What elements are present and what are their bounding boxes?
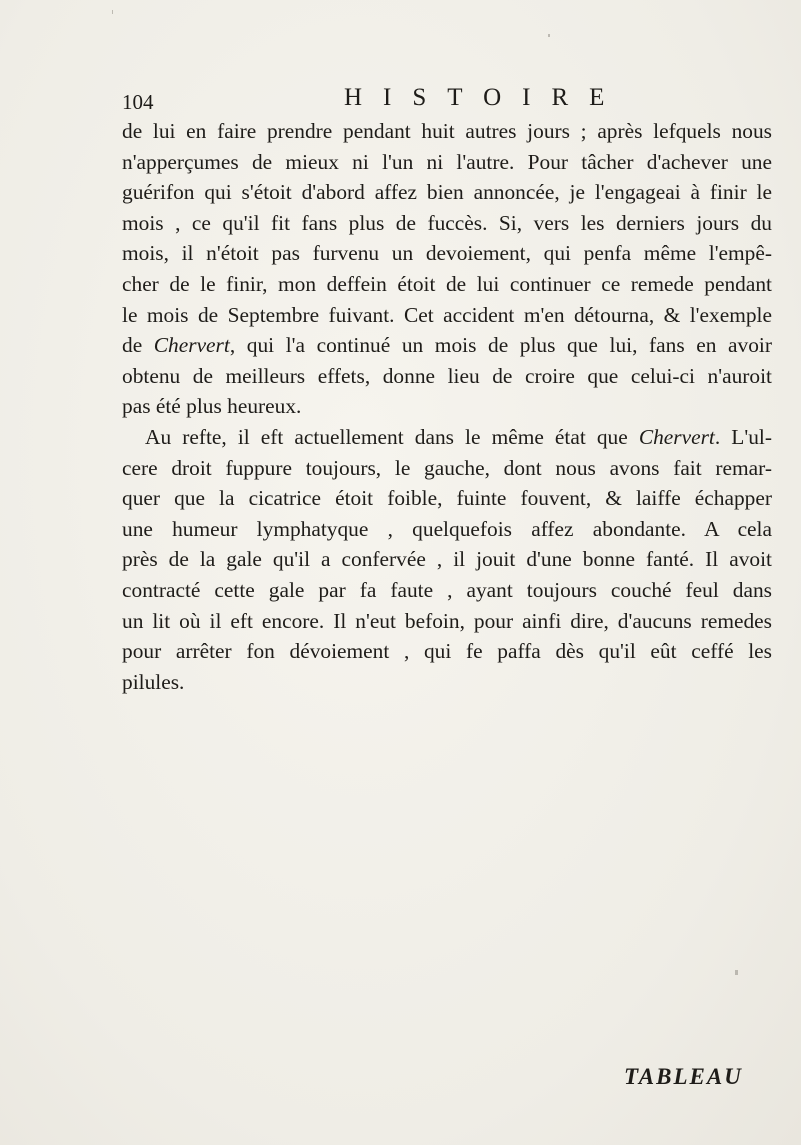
- catchword: TABLEAU: [624, 1064, 743, 1089]
- page-header: [122, 84, 682, 118]
- text-line: n'apperçumes de mieux ni l'un ni l'autre. Pour tâcher d'achever une: [122, 149, 772, 174]
- text-line: pour arrêter fon dévoiement , qui fe paffa dès qu'il eût ceffé les: [122, 639, 772, 664]
- italic-name: Chervert: [638, 424, 715, 449]
- paper-speck: [735, 970, 738, 975]
- text-line: de lui en faire prendre pendant huit autres jours ; après lefquels nous: [122, 119, 772, 143]
- body-text: [122, 116, 772, 697]
- text-line: obtenu de meilleurs effets, donne lieu de croire que celui-ci n'auroit: [122, 363, 772, 388]
- text-line: une humeur lymphatyque , quelquefois affez abondante. A cela: [122, 516, 772, 541]
- paper-speck: [112, 10, 113, 14]
- text-line: Au refte, il eft actuellement dans le même état que Chervert. L'ul-: [145, 424, 772, 449]
- running-head: HISTOIRE: [344, 84, 626, 111]
- text-line: de Chervert, qui l'a continué un mois de plus que lui, fans en avoir: [122, 333, 772, 358]
- text-line: le mois de Septembre fuivant. Cet accident m'en détourna, & l'exemple: [122, 302, 772, 327]
- text-line: près de la gale qu'il a confervée , il jouit d'une bonne fanté. Il avoit: [122, 547, 772, 572]
- text-line: cere droit fuppure toujours, le gauche, dont nous avons fait remar-: [122, 455, 772, 480]
- text-line: quer que la cicatrice étoit foible, fuinte fouvent, & laiffe échapper: [122, 486, 772, 511]
- text-line: un lit où il eft encore. Il n'eut befoin, pour ainfi dire, d'aucuns remedes: [122, 608, 772, 633]
- page-number: 104: [122, 90, 154, 114]
- text-line: mois , ce qu'il fit fans plus de fuccès. Si, vers les derniers jours du: [122, 210, 772, 235]
- text-line: cher de le finir, mon deffein étoit de lui continuer ce remede pendant: [122, 271, 772, 296]
- paper-speck: [548, 34, 550, 37]
- text-line: mois, il n'étoit pas furvenu un devoiement, qui penfa même l'empê-: [122, 241, 772, 266]
- text-line: guérifon qui s'étoit d'abord affez bien annoncée, je l'engageai à finir le: [122, 180, 772, 205]
- italic-name: Chervert: [153, 333, 230, 358]
- text-line: pas été plus heureux.: [122, 394, 302, 419]
- text-line: contracté cette gale par fa faute , ayant toujours couché feul dans: [122, 577, 772, 602]
- text-line: pilules.: [122, 669, 185, 694]
